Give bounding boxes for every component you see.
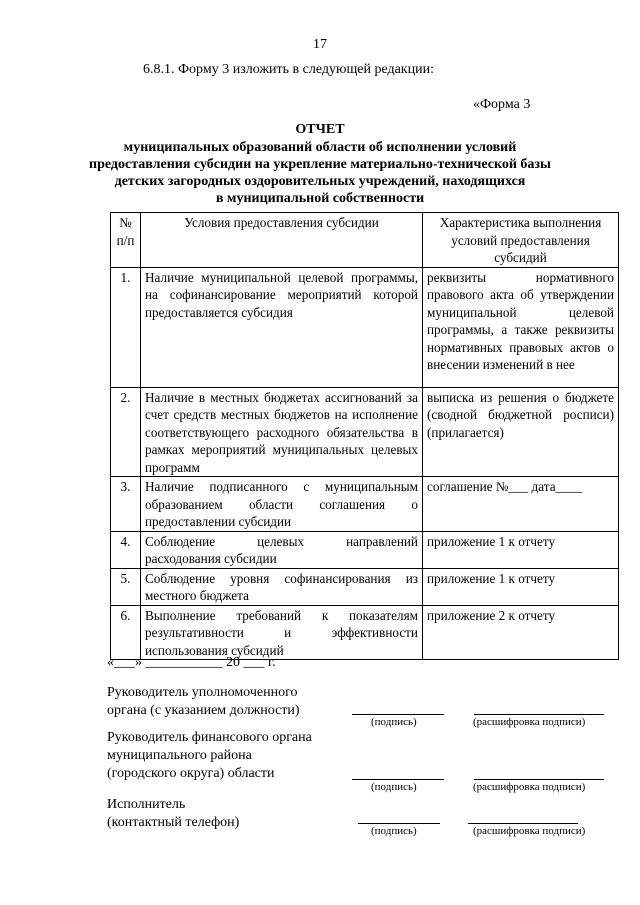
table-header-row (111, 213, 619, 268)
signer-label-line: (контактный телефон) (107, 815, 240, 830)
decode-caption: (расшифровка подписи) (473, 825, 586, 837)
row-characteristic: приложение 2 к отчету (423, 605, 619, 660)
decode-line (468, 823, 578, 824)
signer-label (107, 729, 312, 783)
decode-line (474, 779, 604, 780)
signature-caption: (подпись) (371, 825, 417, 837)
row-characteristic: реквизиты нормативного правового акта об утверждении муниципальной целевой программы, а также реквизиты нормативных правовых актов о внесении изменений в нее (423, 267, 619, 387)
signer-label (107, 796, 239, 832)
table-row (111, 387, 619, 477)
table-row (111, 477, 619, 532)
row-characteristic: приложение 1 к отчету (423, 531, 619, 568)
signer-label-line: Исполнитель (107, 797, 186, 812)
row-number: 6. (111, 605, 141, 660)
table-row (111, 568, 619, 605)
subtitle-line: муниципальных образований области об исполнении условий (123, 140, 517, 155)
row-characteristic: приложение 1 к отчету (423, 568, 619, 605)
row-number: 4. (111, 531, 141, 568)
row-number: 1. (111, 267, 141, 387)
report-subtitle (0, 139, 640, 207)
row-number: 5. (111, 568, 141, 605)
signature-line (352, 779, 444, 780)
subtitle-line: в муниципальной собственности (215, 191, 425, 206)
header-number: № п/п (111, 213, 141, 268)
signer-label-line: (городского округа) области (107, 766, 275, 781)
subtitle-line: детских загородных оздоровительных учреждений, находящихся (114, 174, 526, 189)
signer-label-line: муниципального района (107, 748, 252, 763)
row-characteristic: соглашение №___ дата____ (423, 477, 619, 532)
row-condition: Соблюдение целевых направлений расходования субсидии (141, 531, 423, 568)
date-line: «___» ___________ 20 ___ г. (107, 655, 276, 670)
header-condition: Условия предоставления субсидии (141, 213, 423, 268)
row-condition: Наличие подписанного с муниципальным образованием области соглашения о предоставлении субсидии (141, 477, 423, 532)
page-number: 17 (313, 37, 327, 52)
report-title: ОТЧЕТ (295, 122, 345, 137)
row-condition: Выполнение требований к показателям результативности и эффективности использования субсидий (141, 605, 423, 660)
signer-label-line: Руководитель финансового органа (107, 730, 312, 745)
row-condition: Наличие муниципальной целевой программы, на софинансирование мероприятий которой предоставляется субсидия (141, 267, 423, 387)
row-number: 3. (111, 477, 141, 532)
decode-line (474, 714, 604, 715)
table-row (111, 267, 619, 387)
form-reference: «Форма 3 (473, 97, 531, 112)
row-condition: Соблюдение уровня софинансирования из местного бюджета (141, 568, 423, 605)
signer-label (107, 684, 300, 720)
row-number: 2. (111, 387, 141, 477)
table-row (111, 531, 619, 568)
signature-caption: (подпись) (371, 716, 417, 728)
signer-label-line: Руководитель уполномоченного (107, 685, 298, 700)
row-condition: Наличие в местных бюджетах ассигнований за счет средств местных бюджетов на исполнение соответствующего расходного обязательства в рамках мероприятий муниципальных целевых программ (141, 387, 423, 477)
signature-line (352, 714, 444, 715)
report-table (110, 212, 619, 660)
decode-caption: (расшифровка подписи) (473, 716, 586, 728)
subtitle-line: предоставления субсидии на укрепление материально-технической базы (89, 157, 551, 172)
signature-caption: (подпись) (371, 781, 417, 793)
row-characteristic: выписка из решения о бюджете (сводной бюджетной росписи) (прилагается) (423, 387, 619, 477)
decode-caption: (расшифровка подписи) (473, 781, 586, 793)
intro-text: 6.8.1. Форму 3 изложить в следующей редакции: (143, 62, 434, 77)
header-characteristic: Характеристика выполнения условий предоставления субсидий (423, 213, 619, 268)
table-row (111, 605, 619, 660)
signature-line (358, 823, 440, 824)
signer-label-line: органа (с указанием должности) (107, 703, 300, 718)
